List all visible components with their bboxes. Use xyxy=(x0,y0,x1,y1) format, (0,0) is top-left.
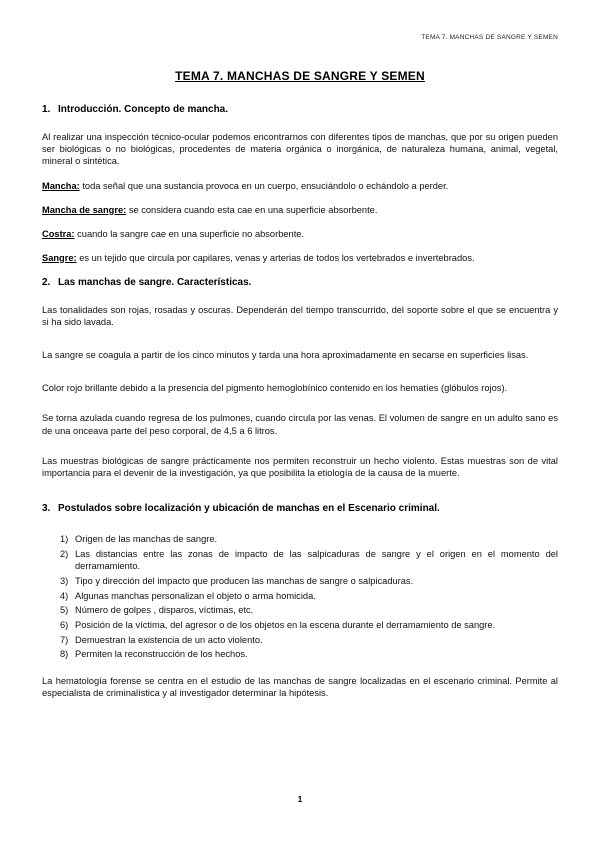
definition-term: Costra: xyxy=(42,228,75,239)
list-item xyxy=(60,648,558,660)
definition-mancha xyxy=(42,180,558,192)
document-content xyxy=(42,69,558,699)
paragraph: Las muestras biológicas de sangre prácticamente nos permiten reconstruir un hecho violento. Estas muestras son de vital importancia para el devenir de la investigación, ya que posibilita la etiología de la causa de la muerte. xyxy=(42,455,558,479)
section-number: 1. xyxy=(42,104,51,115)
list-text: Posición de la víctima, del agresor o de los objetos en la escena durante el derramamiento de sangre. xyxy=(75,619,496,630)
definition-text: es un tejido que circula por capilares, venas y arterias de todos los vertebrados e invertebrados. xyxy=(79,252,475,263)
closing-paragraph: La hematología forense se centra en el estudio de las manchas de sangre localizadas en el escenario criminal. Permite al especialista de criminalística y al investigador determinar la hipótesis. xyxy=(42,675,558,698)
list-text: Demuestran la existencia de un acto violento. xyxy=(75,634,263,645)
definition-term: Mancha: xyxy=(42,180,80,191)
definition-text: cuando la sangre cae en una superficie no absorbente. xyxy=(77,228,305,239)
paragraph: Las tonalidades son rojas, rosadas y oscuras. Dependerán del tiempo transcurrido, del soporte sobre el que se encuentra y si ha sido lavada. xyxy=(42,304,558,327)
definition-mancha-de-sangre xyxy=(42,204,558,216)
list-item xyxy=(60,634,558,646)
section-number: 2. xyxy=(42,276,51,288)
definition-text: se considera cuando esta cae en una superficie absorbente. xyxy=(128,204,378,215)
list-marker: 8) xyxy=(60,649,69,660)
paragraph: Color rojo brillante debido a la presencia del pigmento hemoglobínico contenido en los hematíes (glóbulos rojos). xyxy=(42,383,508,394)
running-header: TEMA 7. MANCHAS DE SANGRE Y SEMEN xyxy=(421,34,558,41)
list-marker: 7) xyxy=(60,634,69,645)
section-heading-text: Introducción. Concepto de mancha. xyxy=(58,104,229,115)
definition-term: Mancha de sangre: xyxy=(42,204,127,215)
postulados-list xyxy=(60,533,558,660)
list-item xyxy=(60,590,558,602)
list-item xyxy=(60,619,558,631)
list-item xyxy=(60,604,558,616)
list-text: Número de golpes , disparos, víctimas, etc. xyxy=(75,605,254,616)
list-marker: 5) xyxy=(60,605,69,616)
list-item xyxy=(60,533,558,545)
list-marker: 2) xyxy=(60,548,69,559)
paragraph: Se torna azulada cuando regresa de los pulmones, cuando circula por las venas. El volumen de sangre en un adulto sano es de una onceava parte del peso corporal, de 4,5 a 6 litros. xyxy=(42,413,558,436)
section-heading-text: Postulados sobre localización y ubicación de manchas en el Escenario criminal. xyxy=(58,503,440,515)
section-heading-text: Las manchas de sangre. Características. xyxy=(58,276,252,288)
list-text: Las distancias entre las zonas de impacto de las salpicaduras de sangre y el origen en el momento del derramamiento. xyxy=(75,548,558,572)
section-heading-3 xyxy=(42,503,558,514)
definition-term: Sangre: xyxy=(42,252,77,263)
intro-paragraph: Al realizar una inspección técnico-ocular podemos encontrarnos con diferentes tipos de manchas, que por su origen pueden ser biológicas o no biológicas, procedentes de materia orgánica o inorgánica, de naturaleza humana, animal, vegetal, mineral o sintética. xyxy=(42,132,558,167)
definition-sangre xyxy=(42,252,558,264)
list-marker: 1) xyxy=(60,534,69,545)
list-marker: 6) xyxy=(60,619,69,630)
list-item xyxy=(60,575,558,587)
section-heading-2 xyxy=(42,277,558,288)
paragraph: La sangre se coagula a partir de los cinco minutos y tarda una hora aproximadamente en secarse en superficies lisas. xyxy=(42,350,529,361)
list-text: Origen de las manchas de sangre. xyxy=(75,534,218,545)
page-number: 1 xyxy=(297,794,303,804)
definition-costra xyxy=(42,228,558,240)
document-title: TEMA 7. MANCHAS DE SANGRE Y SEMEN xyxy=(175,69,425,83)
section-number: 3. xyxy=(42,503,51,515)
section-heading-1 xyxy=(42,104,558,115)
list-marker: 3) xyxy=(60,575,69,586)
definition-text: toda señal que una sustancia provoca en un cuerpo, ensuciándolo o echándolo a perder. xyxy=(82,180,449,191)
list-text: Tipo y dirección del impacto que producen las manchas de sangre o salpicaduras. xyxy=(75,575,414,586)
list-item xyxy=(60,548,558,573)
list-text: Algunas manchas personalizan el objeto o arma homicida. xyxy=(75,590,316,601)
list-text: Permiten la reconstrucción de los hechos. xyxy=(75,649,248,660)
list-marker: 4) xyxy=(60,590,69,601)
